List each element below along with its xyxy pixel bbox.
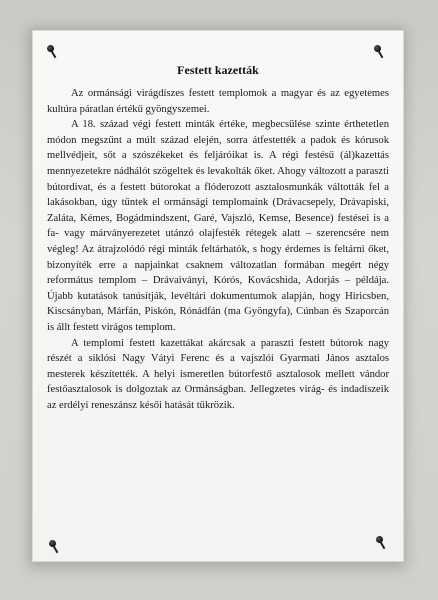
pin-icon	[49, 540, 56, 547]
pin-icon	[376, 536, 383, 543]
paragraph-craftsmen: A templomi festett kazettákat akárcsak a paraszti festett bútorok nagy részét a siklósi Nagy Vátyi Ferenc és a vajszlói Gyarmati János asztalos mesterek készítették. A helyi ismeretlen bútorfestő asztalosok mellett vándor festőasztalosok is dolgoztak az Ormánságban. Jellegzetes virág- és indadíszeik az erdélyi reneszánsz késői hatását tükrözik.	[47, 337, 389, 411]
pin-icon	[47, 45, 54, 52]
paragraph-history: A 18. század végi festett minták értéke, megbecsülése szinte érthetetlen módon megszűnt a múlt század elején, sorra átfestették a padok és kórusok mellvédjeit, sőt a szószékeket és feljáróikat is. A régi festésű (ál)kazettás mennyezetekre nádhálót szögeltek és levakolták őket. Ahogy változott a paraszti bútordivat, és a festett bútorokat a flóderozott asztalosmunkák váltották fel a lakásokban, úgy tűntek el ormánsági templomaink (Drávacsepely, Drávapiski, Zaláta, Kémes, Bogádmindszent, Garé, Vajszló, Kemse, Besence) festései is a fa- vagy márványerezetet utánzó olajfesték rétegek alatt – szerencsére nem végleg! Az átrajzolódó régi minták feltárhatók, s hogy érdemes is feltárni őket, bizonyíték erre a napjainkat csaknem változatlan formában megért négy református templom – Drávaiványi, Kórós, Kovácshida, Adorjás – példája. Újabb kutatások tanúsítják, levéltári dokumentumok alapján, hogy Hiricsben, Kiscsányban, Márfán, Piskón, Rónádfán (ma Gyöngyfa), Cúnban és Szaporcán is állt festett virágos templom.	[47, 119, 389, 333]
plaque-title: Festett kazetták	[177, 63, 259, 77]
paragraph-intro: Az ormánsági virágdíszes festett templomok a magyar és az egyetemes kultúra páratlan értékű gyöngyszemei.	[47, 88, 389, 115]
information-plaque	[32, 30, 404, 562]
pin-icon	[374, 45, 381, 52]
plaque-text	[47, 86, 389, 413]
